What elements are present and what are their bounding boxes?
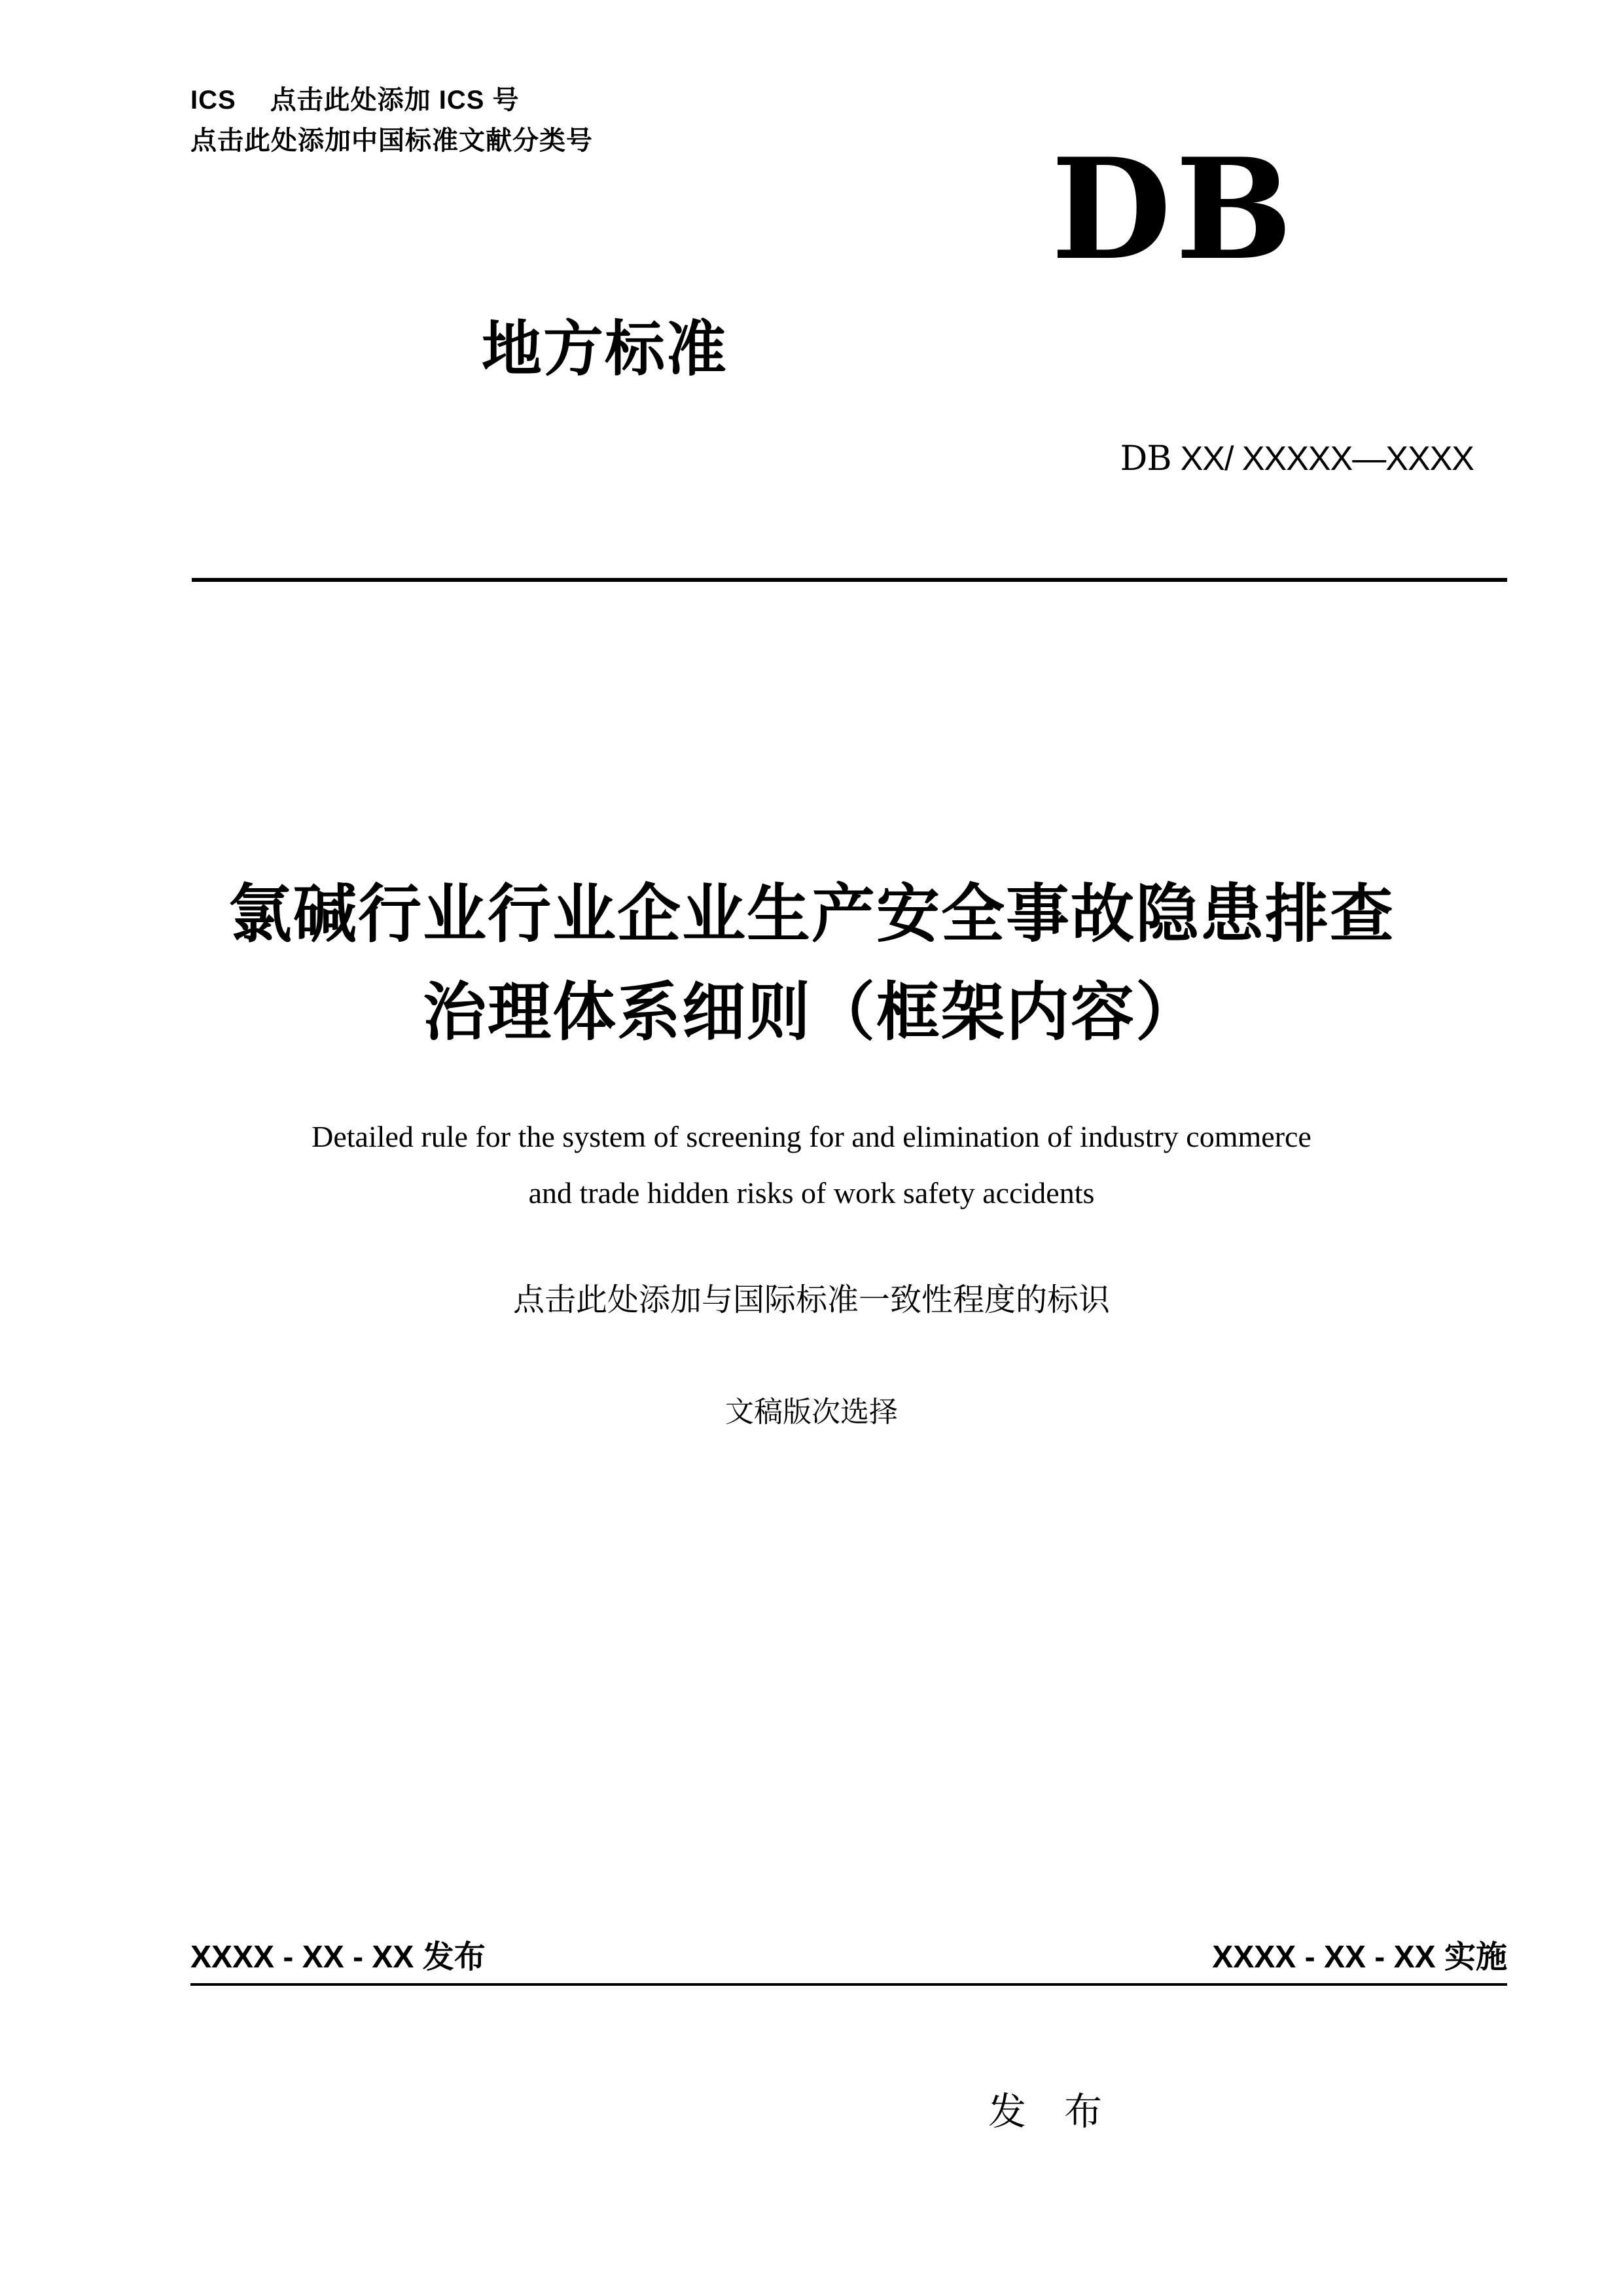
header-rule	[192, 578, 1507, 582]
standard-type-label: 地方标准	[482, 316, 728, 383]
title-en-line1: Detailed rule for the system of screening for and elimination of industry commerce	[312, 1120, 1311, 1153]
consistency-placeholder[interactable]: 点击此处添加与国际标准一致性程度的标识	[512, 1283, 1110, 1318]
footer-rule	[190, 1983, 1507, 1986]
ics-label: ICS	[190, 86, 236, 115]
standard-number	[1120, 439, 1474, 479]
classification-placeholder[interactable]: 点击此处添加中国标准文献分类号	[190, 126, 593, 155]
title-zh-line2: 治理体系细则（框架内容）	[423, 977, 1200, 1048]
standard-number-prefix: DB	[1120, 439, 1171, 478]
document-title-zh	[59, 865, 1564, 1062]
title-en-line2: and trade hidden risks of work safety accidents	[528, 1176, 1095, 1210]
publish-label: 发 布	[988, 2090, 1103, 2133]
document-title-en	[79, 1109, 1544, 1221]
ics-number-placeholder[interactable]: 点击此处添加 ICS 号	[270, 86, 520, 115]
ics-block	[190, 80, 593, 161]
standard-number-value: XX/ XXXXX—XXXX	[1180, 440, 1474, 478]
implement-date: XXXX - XX - XX 实施	[1212, 1940, 1507, 1975]
title-zh-line1: 氯碱行业行业企业生产安全事故隐患排查	[228, 878, 1395, 950]
version-placeholder[interactable]: 文稿版次选择	[725, 1396, 898, 1428]
issue-date: XXXX - XX - XX 发布	[190, 1940, 486, 1975]
footer-date-row	[190, 1939, 1507, 1977]
db-logo: DB	[1051, 128, 1297, 291]
